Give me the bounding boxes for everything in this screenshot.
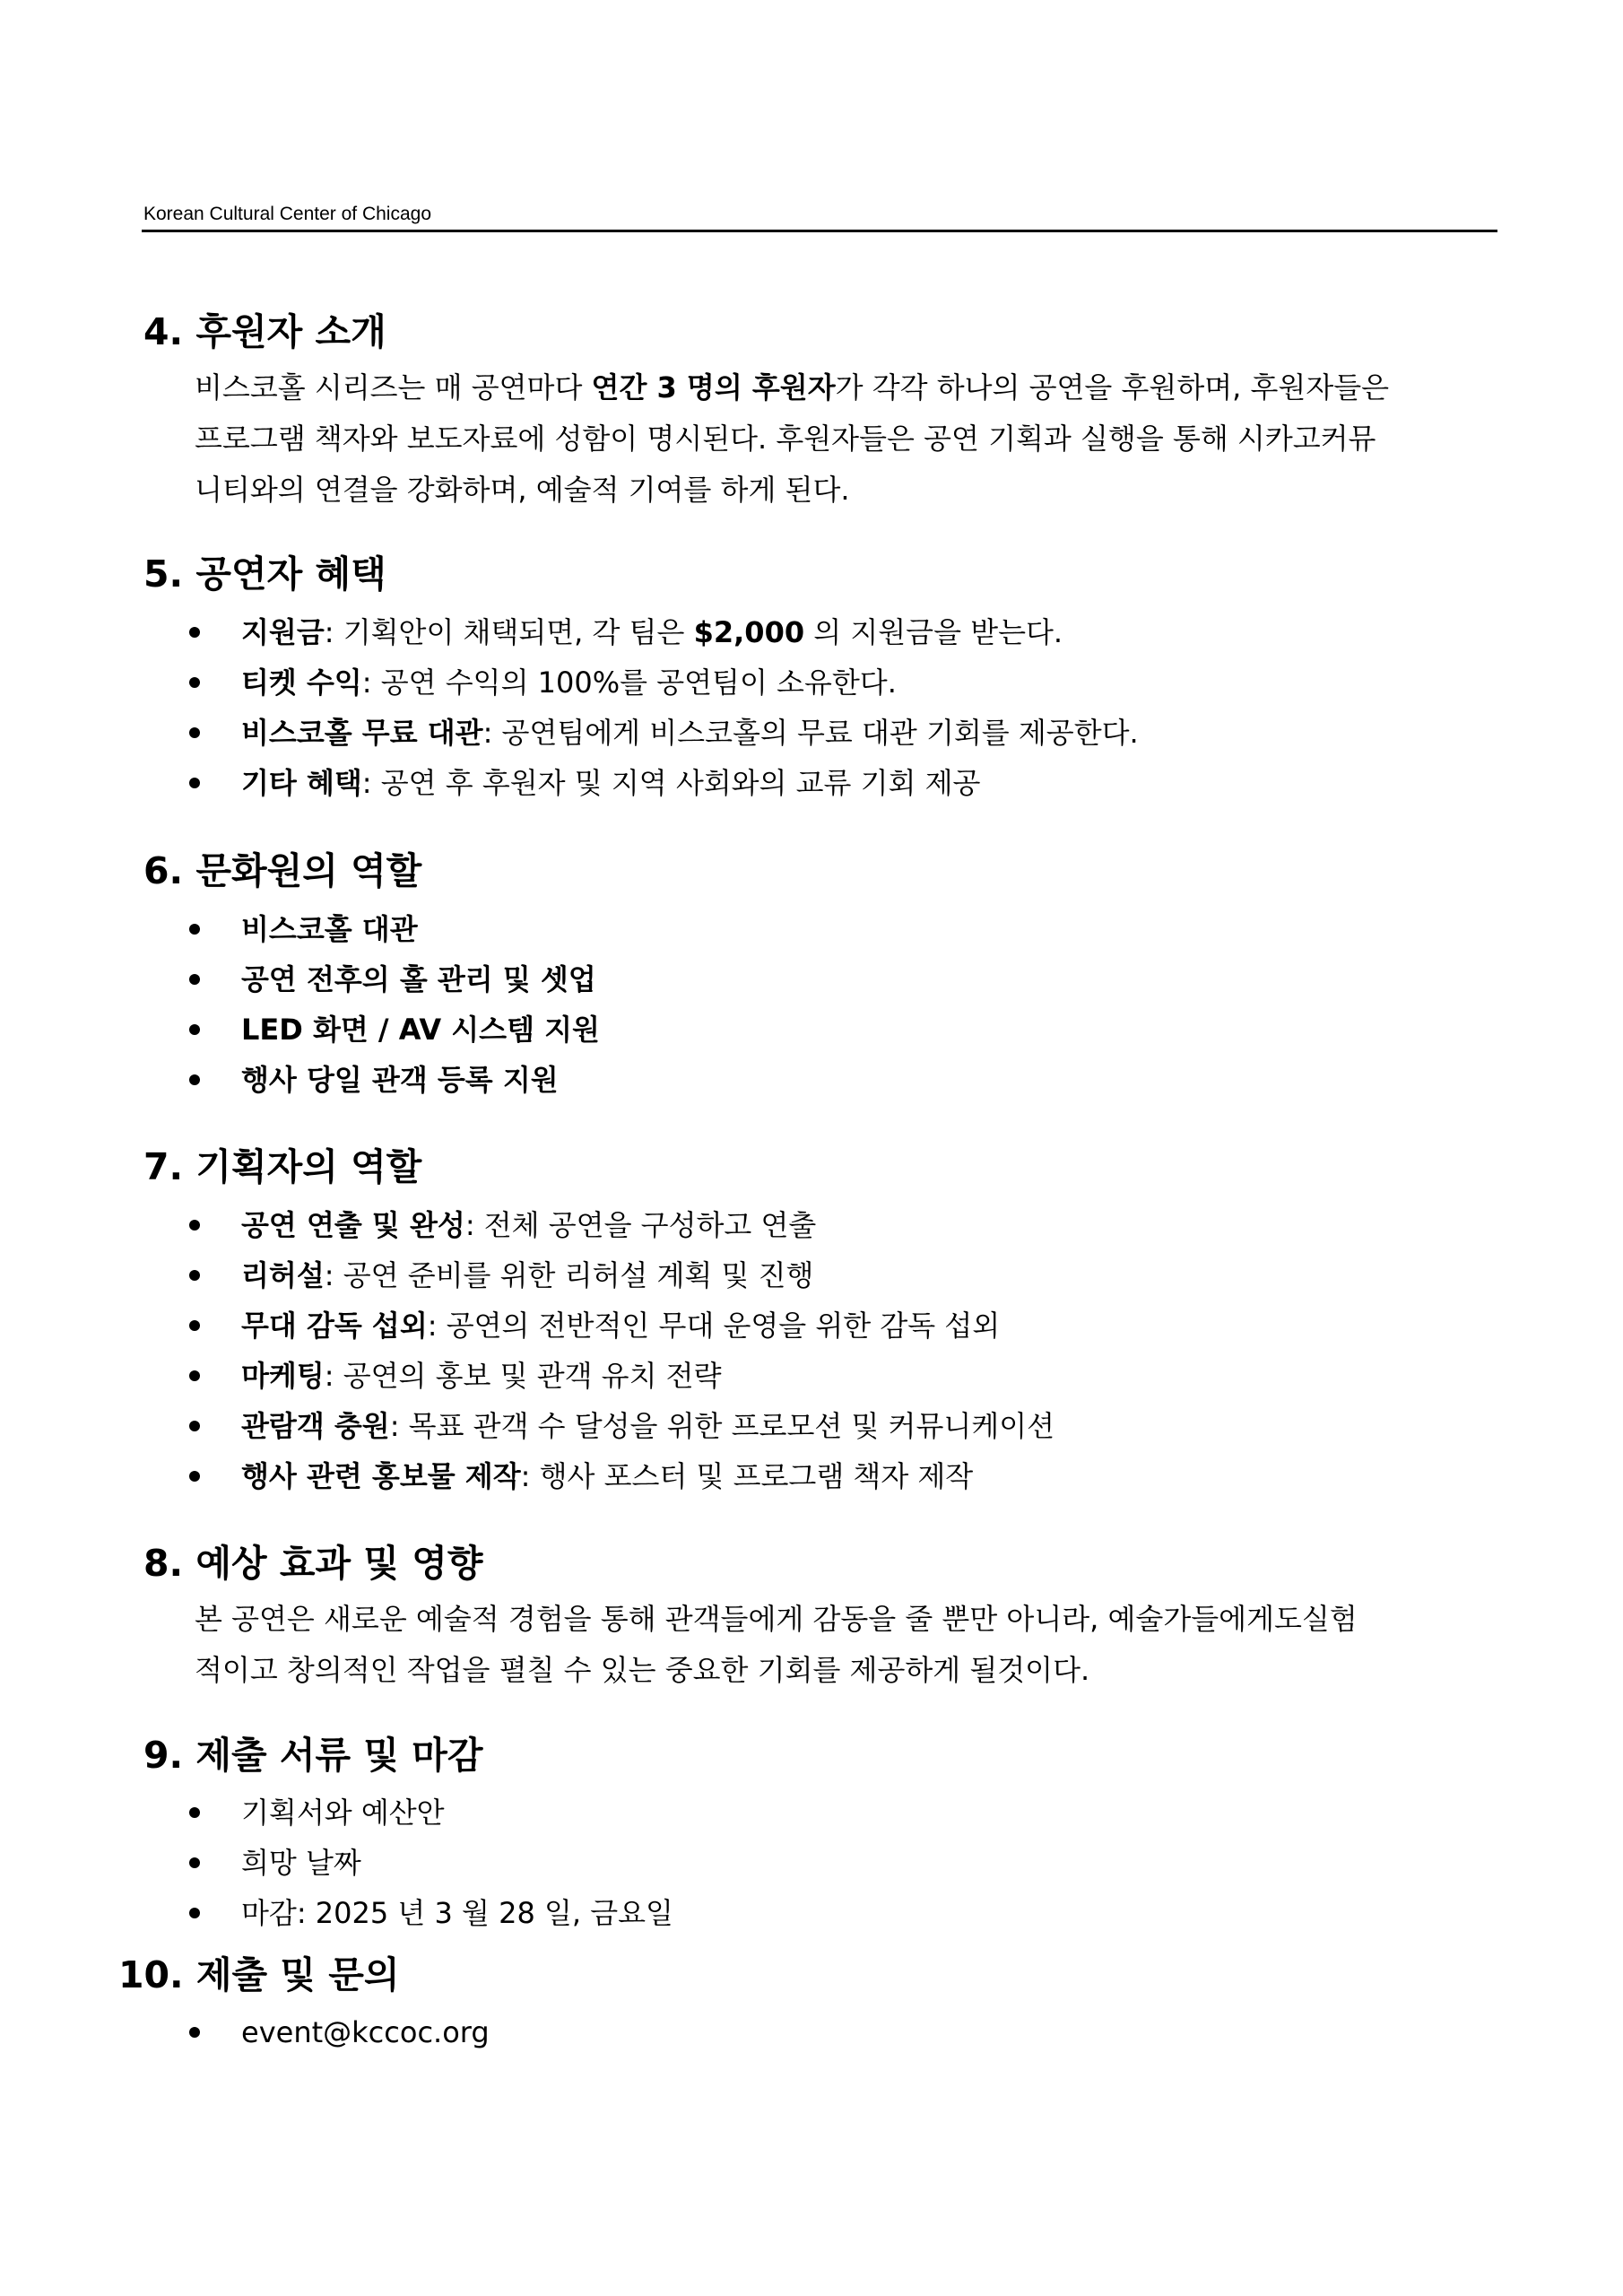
section-8-line-1: 본 공연은 새로운 예술적 경험을 통해 관객들에게 감동을 줄 뿐만 아니라, 예술가들에게도실험 (195, 1602, 1358, 1636)
page-header (142, 201, 1497, 232)
sponsor-count-emphasis: 연간 3 명의 후원자 (591, 370, 836, 404)
bullet-icon (189, 974, 200, 985)
bullet-icon (189, 1471, 200, 1482)
section-6-heading: 6. 문화원의 역할 (143, 849, 422, 892)
section-8-paragraph (195, 1594, 1468, 1696)
bullet-icon (189, 1857, 200, 1868)
section-8-heading: 8. 예상 효과 및 영향 (143, 1542, 483, 1585)
header-title: Korean Cultural Center of Chicago (143, 204, 432, 224)
bullet-icon (189, 1074, 200, 1085)
section-4-line-1: 비스코홀 시리즈는 매 공연마다 연간 3 명의 후원자가 각각 하나의 공연을 후원하며, 후원자들은 (195, 370, 1390, 404)
section-8-line-2: 적이고 창의적인 작업을 펼칠 수 있는 중요한 기회를 제공하게 될것이다. (195, 1653, 1090, 1687)
section-10-heading: 10. 제출 및 문의 (118, 1953, 400, 1996)
bullet-icon (189, 1370, 200, 1381)
bullet-icon (189, 677, 200, 688)
contact-email: event@kccoc.org (241, 2015, 490, 2049)
section-5-heading: 5. 공연자 혜택 (143, 552, 386, 596)
bullet-icon (189, 778, 200, 788)
bullet-icon (189, 924, 200, 935)
bullet-icon (189, 1320, 200, 1331)
bullet-icon (189, 1270, 200, 1281)
section-7-heading: 7. 기획자의 역할 (143, 1145, 422, 1188)
bullet-icon (189, 1220, 200, 1231)
bullet-icon (189, 627, 200, 638)
bullet-icon (189, 1421, 200, 1431)
bullet-icon (189, 1908, 200, 1918)
bullet-icon (189, 1024, 200, 1035)
bullet-icon (189, 727, 200, 738)
bullet-icon (189, 2027, 200, 2038)
section-4-paragraph (195, 362, 1468, 516)
section-4-heading: 4. 후원자 소개 (143, 310, 386, 353)
section-4-line-3: 니티와의 연결을 강화하며, 예술적 기여를 하게 된다. (195, 473, 850, 507)
bullet-icon (189, 1807, 200, 1818)
section-4-line-2: 프로그램 책자와 보도자료에 성함이 명시된다. 후원자들은 공연 기획과 실행을 통해 시카고커뮤 (195, 422, 1376, 456)
section-9-heading: 9. 제출 서류 및 마감 (143, 1734, 483, 1777)
